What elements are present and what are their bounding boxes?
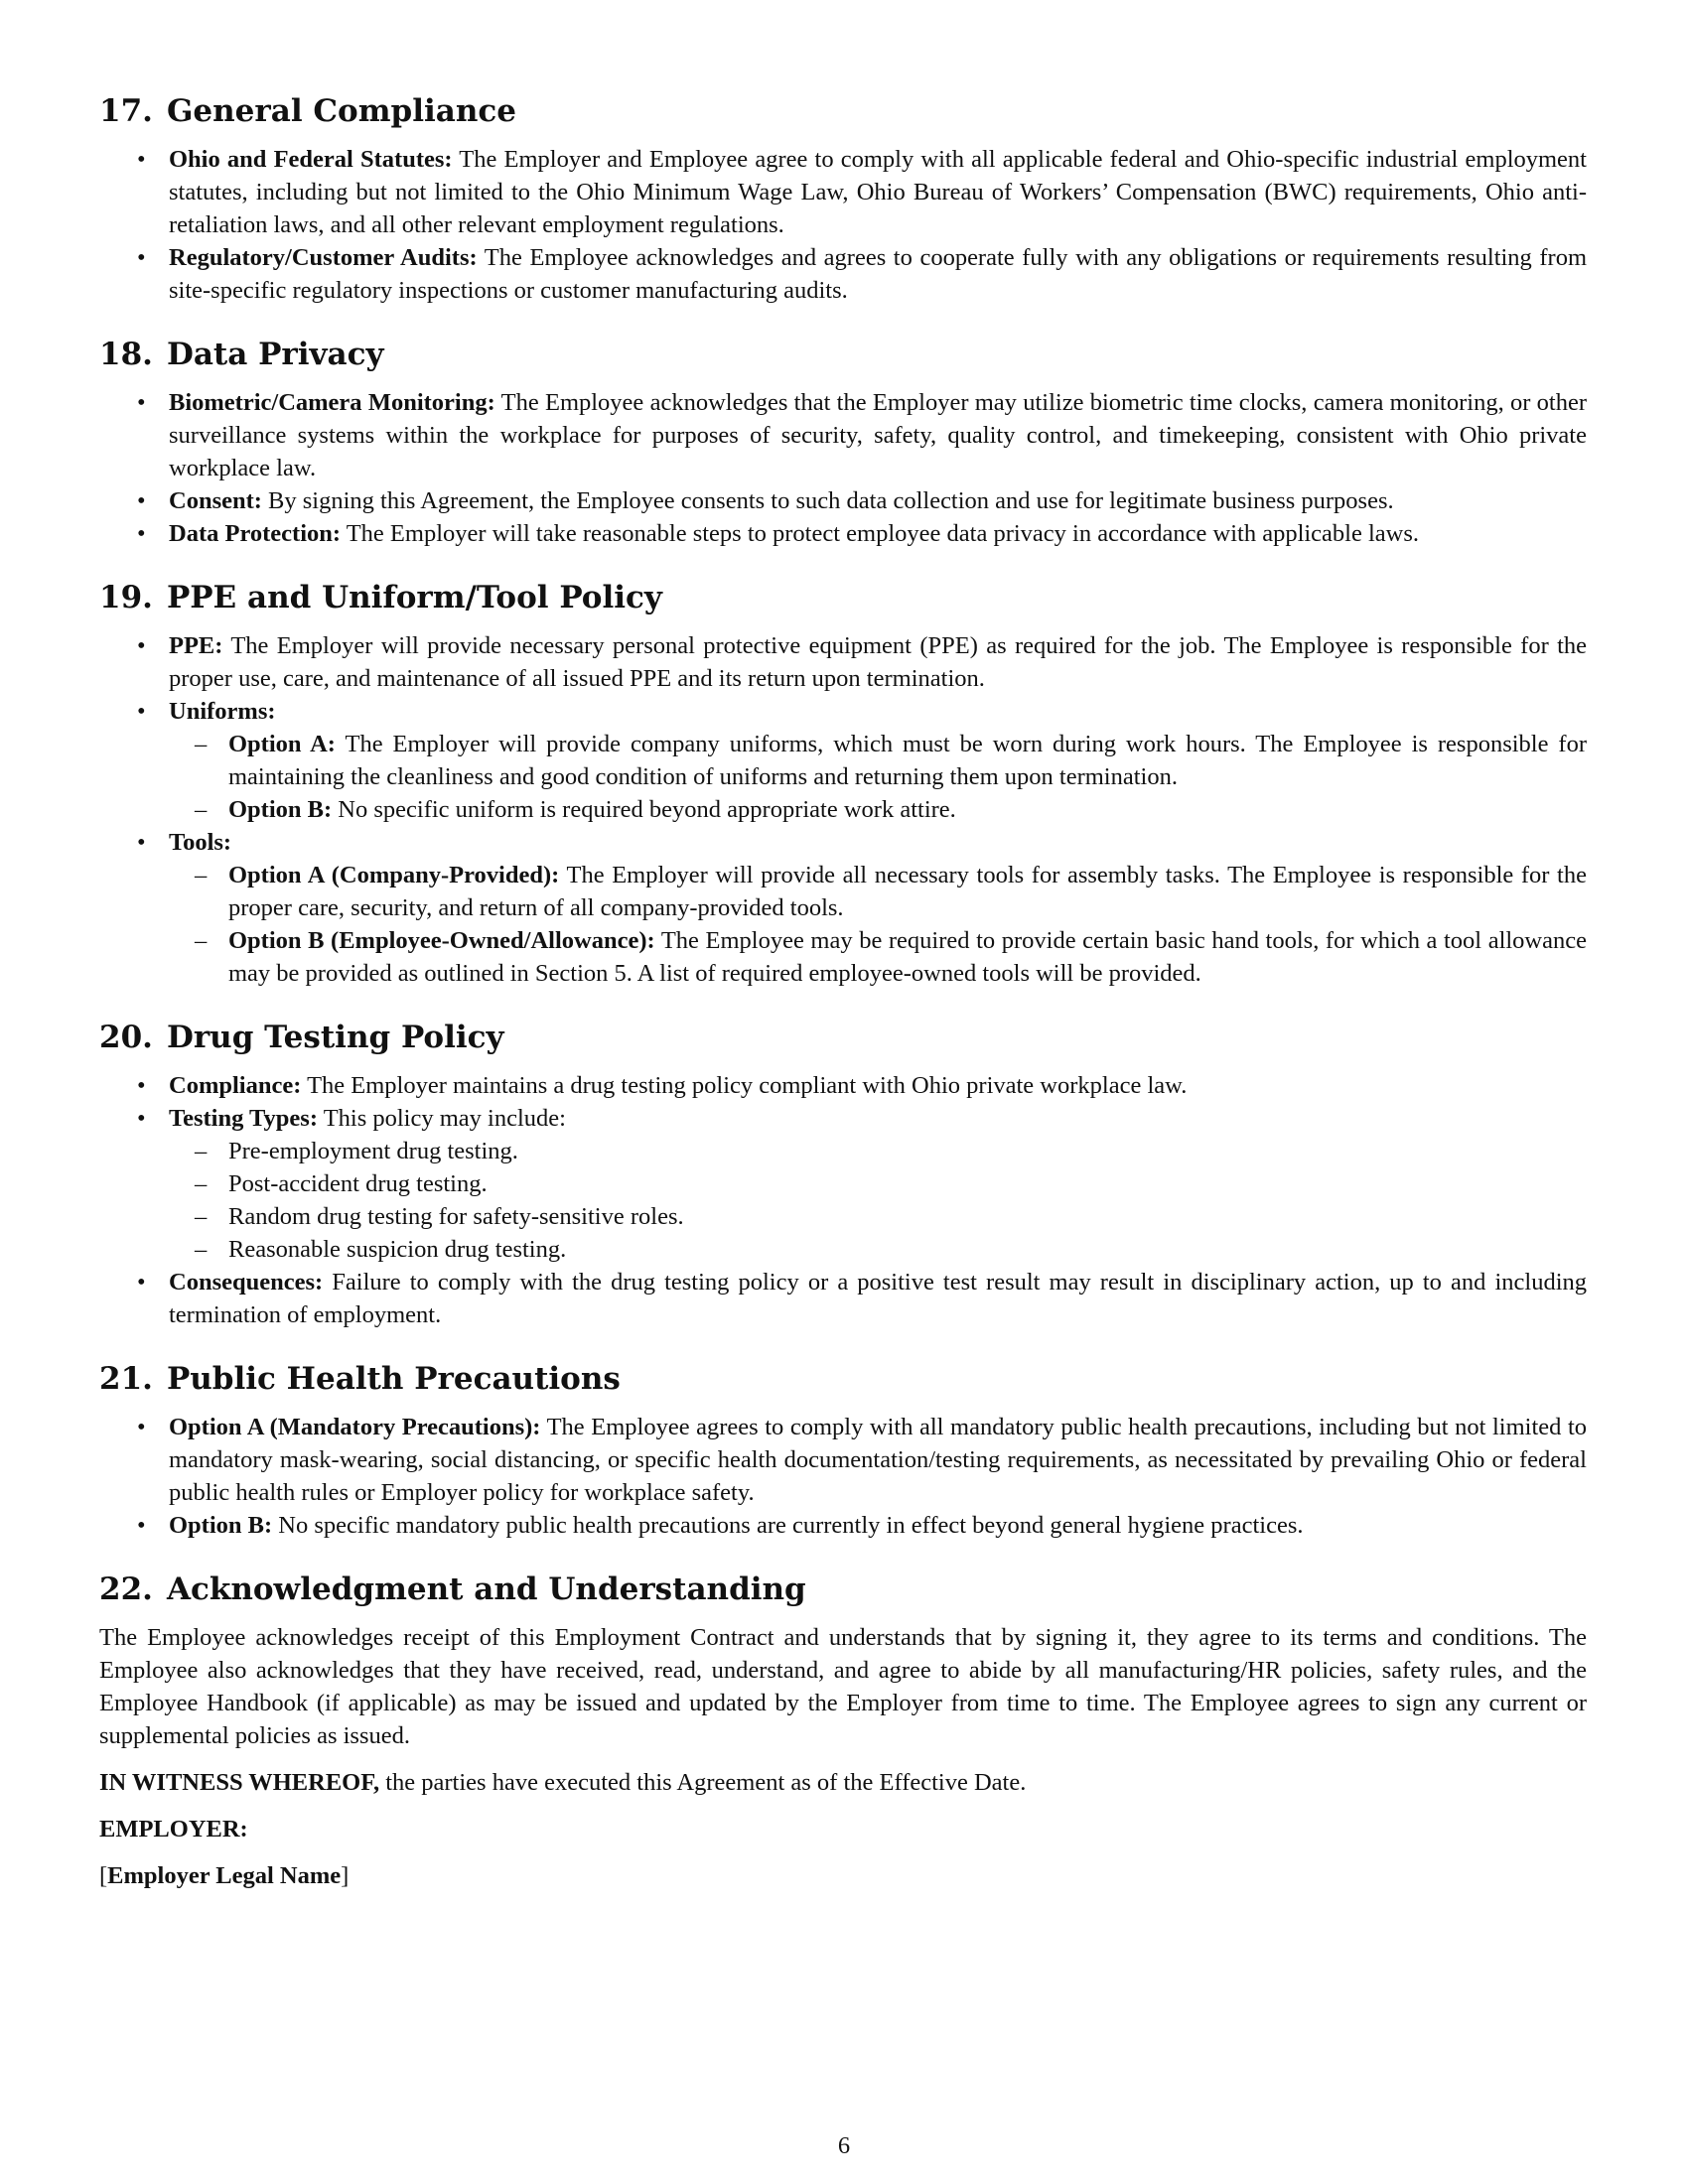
item-text: The Employee agrees to comply with all mandatory public health precautions, including but not limited to mandatory mask-wearing, social distancing, or specific health documentation/testing requirements, as necessitated by prevailing Ohio or federal public health rules or Employer policy for workplace safety. — [169, 1414, 1588, 1506]
item-label: Consequences: — [169, 1269, 324, 1296]
section-title: Drug Testing Policy — [166, 1020, 504, 1055]
page-number: 6 — [837, 2132, 851, 2159]
list-item — [99, 1069, 1587, 1102]
item-text: The Employer will take reasonable steps to protect employee data privacy in accordance with applicable laws. — [346, 520, 1420, 547]
item-text: The Employer will provide all necessary tools for assembly tasks. The Employee is responsible for the proper care, security, and return of all company-provided tools. — [228, 862, 1587, 921]
item-label: Compliance: — [169, 1072, 302, 1099]
bracket-open: [ — [99, 1862, 108, 1889]
section-20 — [99, 1018, 1587, 1331]
list-item — [99, 484, 1587, 517]
sub-list-item — [169, 793, 1587, 826]
section-number: 17. — [99, 93, 153, 129]
witness-label: IN WITNESS WHEREOF, — [99, 1769, 380, 1796]
item-label: Option A: — [228, 731, 336, 757]
section-heading — [99, 1570, 1587, 1609]
sub-list-item — [169, 728, 1587, 793]
bullet-list — [99, 629, 1587, 990]
item-label: Option B: — [169, 1512, 273, 1539]
item-text: No specific uniform is required beyond appropriate work attire. — [338, 796, 956, 823]
employer-name: Employer Legal Name — [107, 1862, 342, 1889]
sub-list-item — [169, 1135, 1587, 1167]
list-item — [99, 629, 1587, 695]
sub-list — [169, 859, 1587, 990]
item-label: Option A (Mandatory Precautions): — [169, 1414, 541, 1440]
item-text: The Employer will provide company uniforms, which must be worn during work hours. The Employee is responsible for maintaining the cleanliness and good condition of uniforms and returning them upon termination. — [228, 731, 1588, 790]
item-text: Failure to comply with the drug testing policy or a positive test result may result in disciplinary action, up to and including termination of employment. — [169, 1269, 1588, 1328]
bracket-close: ] — [341, 1862, 350, 1889]
section-18 — [99, 335, 1587, 550]
list-item — [99, 1411, 1587, 1509]
item-text: Reasonable suspicion drug testing. — [228, 1236, 567, 1263]
list-item — [99, 1102, 1587, 1266]
list-item — [99, 517, 1587, 550]
item-label: Option B: — [228, 796, 333, 823]
item-label: Option B (Employee-Owned/Allowance): — [228, 927, 655, 954]
item-label: Ohio and Federal Statutes: — [169, 146, 453, 173]
list-item — [99, 826, 1587, 990]
sub-list — [169, 1135, 1587, 1266]
section-title: General Compliance — [166, 93, 516, 129]
section-heading — [99, 1359, 1587, 1399]
sub-list-item — [169, 924, 1587, 990]
section-number: 21. — [99, 1361, 153, 1397]
section-heading — [99, 578, 1587, 617]
item-label: PPE: — [169, 632, 223, 659]
employer-name-placeholder — [99, 1859, 1587, 1892]
section-number: 18. — [99, 337, 153, 372]
section-21 — [99, 1359, 1587, 1542]
list-item — [99, 1266, 1587, 1331]
section-title: PPE and Uniform/Tool Policy — [166, 580, 662, 615]
section-22 — [99, 1570, 1587, 1892]
list-item — [99, 386, 1587, 484]
sub-list-item — [169, 1167, 1587, 1200]
section-number: 22. — [99, 1571, 153, 1607]
bullet-list — [99, 1069, 1587, 1331]
employer-label — [99, 1813, 1587, 1845]
acknowledgment-paragraph: The Employee acknowledges receipt of this Employment Contract and understands that by signing it, they agree to its terms and conditions. The Employee also acknowledges that they have received, read, understand, and agree to abide by all manufacturing/HR policies, safety rules, and the Employee Handbook (if applicable) as may be issued and updated by the Employer from time to time. The Employee agrees to sign any current or supplemental policies as issued. — [99, 1624, 1587, 1749]
employer-label-text: EMPLOYER: — [99, 1816, 248, 1843]
item-text: No specific mandatory public health precautions are currently in effect beyond general hygiene practices. — [278, 1512, 1304, 1539]
item-text: The Employee acknowledges that the Employer may utilize biometric time clocks, camera monitoring, or other surveillance systems within the workplace for purposes of security, safety, quality control, and timekeeping, consistent with Ohio private workplace law. — [169, 389, 1587, 481]
bullet-list — [99, 143, 1587, 307]
section-heading — [99, 91, 1587, 131]
sub-list-item — [169, 1200, 1587, 1233]
item-text: The Employer will provide necessary personal protective equipment (PPE) as required for the job. The Employee is responsible for the proper use, care, and maintenance of all issued PPE and its return upon termination. — [169, 632, 1587, 692]
section-17 — [99, 91, 1587, 307]
item-label: Tools: — [169, 829, 232, 856]
item-label: Consent: — [169, 487, 262, 514]
item-text: Random drug testing for safety-sensitive roles. — [228, 1203, 684, 1230]
section-title: Acknowledgment and Understanding — [166, 1571, 806, 1607]
sub-list-item — [169, 1233, 1587, 1266]
list-item — [99, 143, 1587, 241]
item-label: Regulatory/Customer Audits: — [169, 244, 478, 271]
item-text: The Employer and Employee agree to comply with all applicable federal and Ohio-specific industrial employment statutes, including but not limited to the Ohio Minimum Wage Law, Ohio Bureau of Workers’ Compensation (BWC) requirements, Ohio anti-retaliation laws, and all other relevant employment regulations. — [169, 146, 1587, 238]
witness-statement — [99, 1766, 1587, 1799]
item-text: Post-accident drug testing. — [228, 1170, 488, 1197]
item-text: The Employer maintains a drug testing policy compliant with Ohio private workplace law. — [307, 1072, 1188, 1099]
list-item — [99, 1509, 1587, 1542]
section-title: Public Health Precautions — [166, 1361, 621, 1397]
item-text: By signing this Agreement, the Employee consents to such data collection and use for legitimate business purposes. — [268, 487, 1394, 514]
list-item — [99, 241, 1587, 307]
item-label: Data Protection: — [169, 520, 342, 547]
bullet-list — [99, 1411, 1587, 1542]
item-text: Pre-employment drug testing. — [228, 1138, 518, 1164]
item-text: This policy may include: — [323, 1105, 566, 1132]
section-title: Data Privacy — [166, 337, 384, 372]
section-number: 20. — [99, 1020, 153, 1055]
section-number: 19. — [99, 580, 153, 615]
sub-list — [169, 728, 1587, 826]
list-item — [99, 695, 1587, 826]
section-heading — [99, 335, 1587, 374]
section-19 — [99, 578, 1587, 990]
witness-text: the parties have executed this Agreement as of the Effective Date. — [385, 1769, 1027, 1796]
section-heading — [99, 1018, 1587, 1057]
item-text: The Employee acknowledges and agrees to cooperate fully with any obligations or requirements resulting from site-specific regulatory inspections or customer manufacturing audits. — [169, 244, 1588, 304]
item-label: Biometric/Camera Monitoring: — [169, 389, 495, 416]
item-label: Testing Types: — [169, 1105, 318, 1132]
document-page — [99, 91, 1587, 1920]
bullet-list — [99, 386, 1587, 550]
item-text: The Employee may be required to provide certain basic hand tools, for which a tool allowance may be provided as outlined in Section 5. A list of required employee-owned tools will be provided. — [228, 927, 1588, 987]
item-label: Option A (Company-Provided): — [228, 862, 560, 888]
item-label: Uniforms: — [169, 698, 276, 725]
sub-list-item — [169, 859, 1587, 924]
